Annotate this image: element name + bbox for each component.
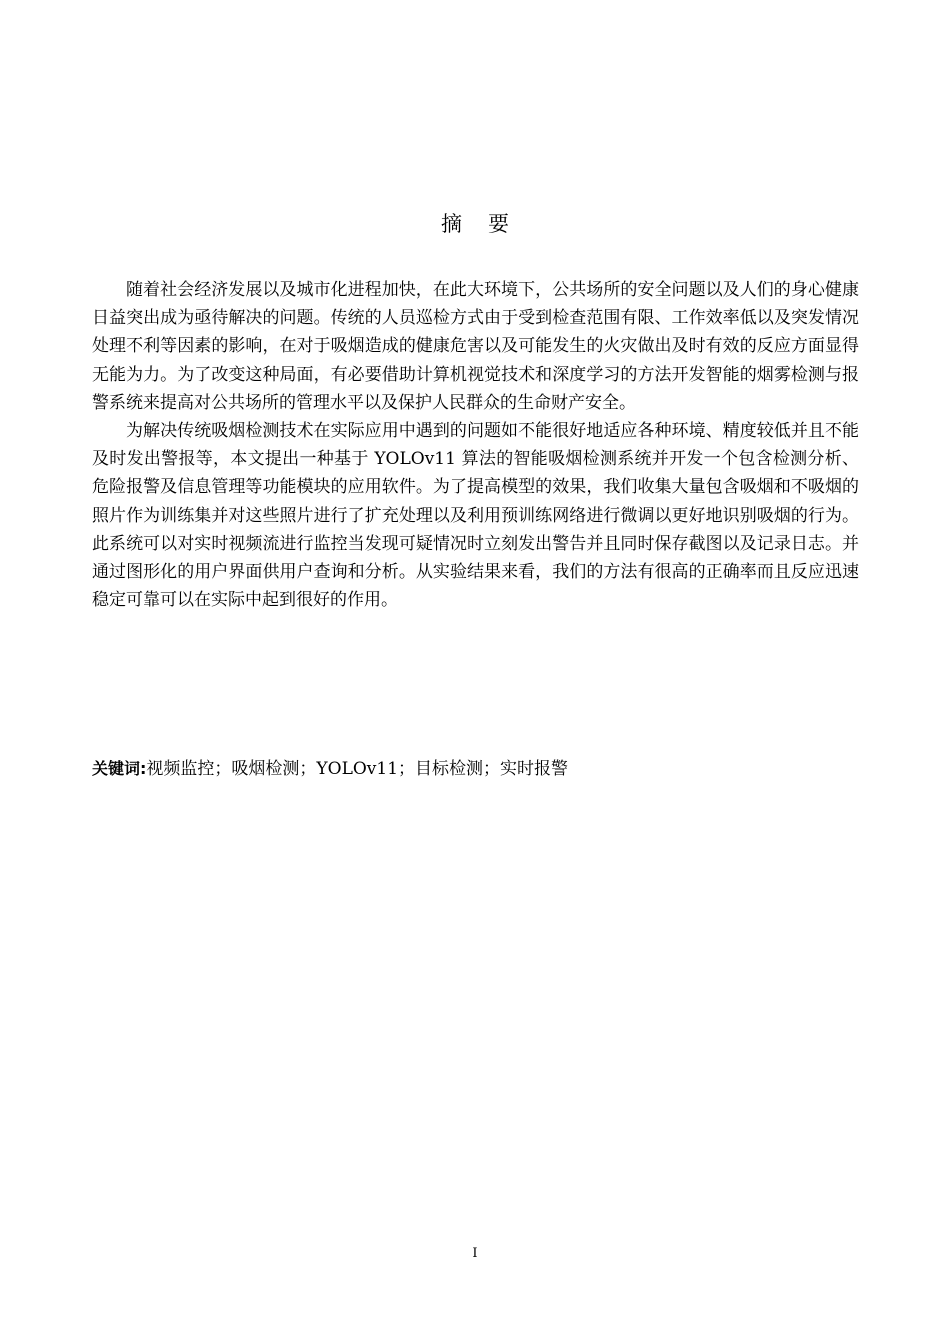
abstract-body bbox=[92, 276, 859, 614]
keywords-text: 视频监控；吸烟检测；YOLOv11；目标检测；实时报警 bbox=[146, 759, 569, 779]
keywords-label: 关键词: bbox=[92, 759, 147, 778]
page-number: I bbox=[472, 1246, 478, 1261]
abstract-paragraph-2: 为解决传统吸烟检测技术在实际应用中遇到的问题如不能很好地适应各种环境、精度较低并且不能及时发出警报等，本文提出一种基于 YOLOv11 算法的智能吸烟检测系统并开发一个包含检测分析、危险报警及信息管理等功能模块的应用软件。为了提高模型的效果，我们收集大量包含吸烟和不吸烟的照片作为训练集并对这些照片进行了扩充处理以及利用预训练网络进行微调以更好地识别吸烟的行为。此系统可以对实时视频流进行监控当发现可疑情况时立刻发出警告并且同时保存截图以及记录日志。并通过图形化的用户界面供用户查询和分析。从实验结果来看，我们的方法有很高的正确率而且反应迅速稳定可靠可以在实际中起到很好的作用。 bbox=[92, 421, 859, 611]
keywords-line bbox=[92, 756, 859, 782]
abstract-title-char-2: 要 bbox=[488, 212, 509, 236]
abstract-paragraph-1: 随着社会经济发展以及城市化进程加快，在此大环境下，公共场所的安全问题以及人们的身心健康日益突出成为亟待解决的问题。传统的人员巡检方式由于受到检查范围有限、工作效率低以及突发情况处理不利等因素的影响，在对于吸烟造成的健康危害以及可能发生的火灾做出及时有效的反应方面显得无能为力。为了改变这种局面，有必要借助计算机视觉技术和深度学习的方法开发智能的烟雾检测与报警系统来提高对公共场所的管理水平以及保护人民群众的生命财产安全。 bbox=[92, 280, 859, 413]
abstract-title bbox=[0, 208, 950, 238]
abstract-title-char-1: 摘 bbox=[441, 212, 462, 236]
